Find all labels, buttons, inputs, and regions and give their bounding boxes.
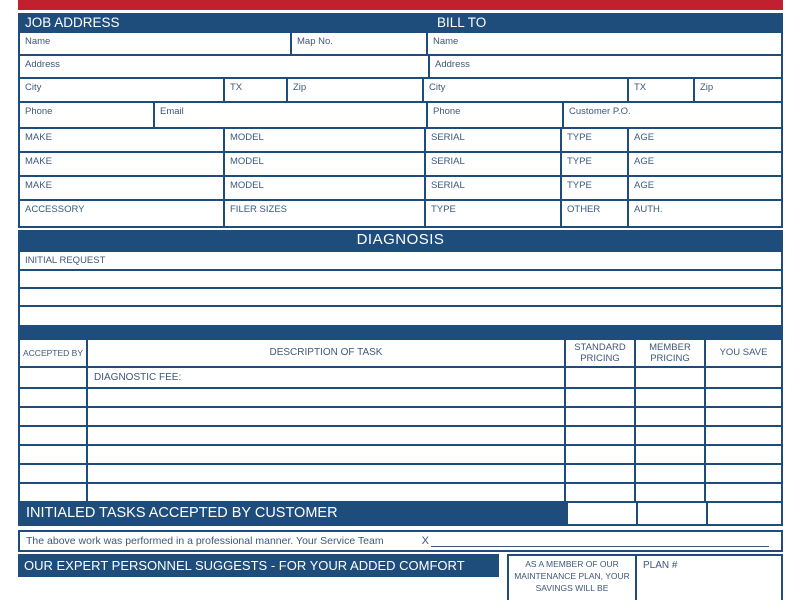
- you-save-header: YOU SAVE: [706, 340, 781, 366]
- attestation-row: [18, 530, 783, 552]
- member-pricing-cell[interactable]: [636, 427, 706, 444]
- top-accent-bar: [18, 0, 783, 10]
- job-address-header: JOB ADDRESS: [25, 14, 120, 30]
- serial-field[interactable]: SERIAL: [426, 129, 562, 151]
- customer-po-field[interactable]: Customer P.O.: [564, 103, 781, 127]
- job-email-field[interactable]: Email: [155, 103, 428, 127]
- task-table-header-row: [20, 340, 781, 368]
- other-field[interactable]: OTHER: [562, 201, 629, 226]
- filer-sizes-field[interactable]: FILER SIZES: [225, 201, 426, 226]
- make-field[interactable]: MAKE: [20, 129, 225, 151]
- model-field[interactable]: MODEL: [225, 153, 426, 175]
- plan-box: [507, 554, 783, 600]
- accepted-by-cell[interactable]: [20, 465, 88, 482]
- diagnosis-blank-field[interactable]: [20, 271, 781, 287]
- address-row: [20, 56, 781, 79]
- task-description-cell[interactable]: [88, 465, 566, 482]
- footer-section: [18, 554, 783, 600]
- diagnosis-line: [20, 307, 781, 325]
- diagnosis-section: [18, 250, 783, 327]
- make-field[interactable]: MAKE: [20, 177, 225, 199]
- task-row: [20, 465, 781, 484]
- member-pricing-cell[interactable]: [636, 368, 706, 387]
- member-pricing-cell[interactable]: [636, 484, 706, 501]
- description-header: DESCRIPTION OF TASK: [88, 340, 566, 366]
- member-pricing-cell[interactable]: [636, 465, 706, 482]
- bill-phone-field[interactable]: Phone: [428, 103, 564, 127]
- standard-pricing-header: STANDARD PRICING: [566, 340, 636, 366]
- task-description-cell[interactable]: [88, 408, 566, 425]
- standard-pricing-cell[interactable]: [566, 368, 636, 387]
- member-pricing-cell[interactable]: [636, 446, 706, 463]
- accepted-by-header: ACCEPTED BY: [20, 340, 88, 366]
- equipment-row-3: [20, 177, 781, 201]
- job-state-field[interactable]: TX: [225, 79, 288, 101]
- task-row: [20, 484, 781, 503]
- job-address-field[interactable]: Address: [20, 56, 430, 77]
- task-row: [20, 408, 781, 427]
- standard-pricing-cell[interactable]: [566, 465, 636, 482]
- diagnosis-header-bar: DIAGNOSIS: [18, 230, 783, 250]
- signature-line[interactable]: [431, 535, 769, 547]
- bill-city-field[interactable]: City: [424, 79, 629, 101]
- task-description-cell[interactable]: [88, 446, 566, 463]
- standard-pricing-cell[interactable]: [566, 389, 636, 406]
- standard-pricing-cell[interactable]: [566, 427, 636, 444]
- initialed-tasks-row: [20, 503, 781, 524]
- type-field[interactable]: TYPE: [562, 177, 629, 199]
- accessory-row: [20, 201, 781, 226]
- accepted-by-cell[interactable]: [20, 389, 88, 406]
- auth-field[interactable]: AUTH.: [629, 201, 781, 226]
- phone-row: [20, 103, 781, 129]
- accessory-field[interactable]: ACCESSORY: [20, 201, 225, 226]
- initialed-tasks-banner: INITIALED TASKS ACCEPTED BY CUSTOMER: [20, 503, 568, 524]
- member-pricing-cell[interactable]: [636, 408, 706, 425]
- type-field[interactable]: TYPE: [562, 129, 629, 151]
- accepted-by-cell[interactable]: [20, 427, 88, 444]
- model-field[interactable]: MODEL: [225, 129, 426, 151]
- standard-pricing-cell[interactable]: [566, 408, 636, 425]
- bill-address-field[interactable]: Address: [430, 56, 781, 77]
- task-description-cell[interactable]: [88, 389, 566, 406]
- section-header-bar: [18, 13, 783, 31]
- standard-pricing-cell[interactable]: [566, 446, 636, 463]
- accepted-by-cell[interactable]: [20, 368, 88, 387]
- task-description-cell[interactable]: [88, 427, 566, 444]
- standard-pricing-cell[interactable]: [568, 503, 638, 524]
- diagnosis-blank-field[interactable]: [20, 289, 781, 305]
- diagnosis-line: [20, 271, 781, 289]
- you-save-cell[interactable]: [708, 503, 781, 524]
- make-field[interactable]: MAKE: [20, 153, 225, 175]
- task-table: [18, 338, 783, 526]
- you-save-cell[interactable]: [706, 389, 781, 406]
- bill-zip-field[interactable]: Zip: [695, 79, 781, 101]
- equipment-row-1: [20, 129, 781, 153]
- task-section-divider-bar: [18, 327, 783, 338]
- task-row: [20, 446, 781, 465]
- accepted-by-cell[interactable]: [20, 446, 88, 463]
- city-state-zip-row: [20, 79, 781, 103]
- initial-request-row: [20, 252, 781, 271]
- name-row: [20, 33, 781, 56]
- bill-state-field[interactable]: TX: [629, 79, 695, 101]
- task-row: [20, 427, 781, 446]
- you-save-cell[interactable]: [706, 484, 781, 501]
- accepted-by-cell[interactable]: [20, 484, 88, 501]
- diagnosis-blank-field[interactable]: [20, 307, 781, 325]
- you-save-cell[interactable]: [706, 427, 781, 444]
- job-map-no-field[interactable]: Map No.: [292, 33, 428, 54]
- serial-field[interactable]: SERIAL: [426, 177, 562, 199]
- job-city-field[interactable]: City: [20, 79, 225, 101]
- bill-to-header: BILL TO: [437, 14, 487, 30]
- diagnostic-fee-row: [20, 368, 781, 389]
- bill-name-field[interactable]: Name: [428, 33, 781, 54]
- age-field[interactable]: AGE: [629, 129, 781, 151]
- footer-spacer: [499, 554, 507, 600]
- signature-x-mark: X: [421, 535, 429, 547]
- member-pricing-cell[interactable]: [636, 389, 706, 406]
- task-row: [20, 389, 781, 408]
- job-phone-field[interactable]: Phone: [20, 103, 155, 127]
- age-field[interactable]: AGE: [629, 153, 781, 175]
- maintenance-plan-note: AS A MEMBER OF OUR MAINTENANCE PLAN, YOUR SAVINGS WILL BE: [509, 556, 637, 600]
- equipment-row-2: [20, 153, 781, 177]
- you-save-cell[interactable]: [706, 368, 781, 387]
- member-pricing-header: MEMBER PRICING: [636, 340, 706, 366]
- job-name-field[interactable]: Name: [20, 33, 292, 54]
- suggestions-banner: OUR EXPERT PERSONNEL SUGGESTS - FOR YOUR ADDED COMFORT: [18, 554, 499, 577]
- task-description-cell[interactable]: [88, 484, 566, 501]
- form-body: [18, 0, 783, 600]
- diagnosis-line: [20, 289, 781, 307]
- diagnostic-fee-cell[interactable]: DIAGNOSTIC FEE:: [88, 368, 566, 387]
- type-field[interactable]: TYPE: [562, 153, 629, 175]
- type-field[interactable]: TYPE: [426, 201, 562, 226]
- address-equipment-section: [18, 31, 783, 228]
- standard-pricing-cell[interactable]: [566, 484, 636, 501]
- plan-number-field[interactable]: PLAN #: [643, 560, 678, 571]
- serial-field[interactable]: SERIAL: [426, 153, 562, 175]
- attestation-text: The above work was performed in a professional manner. Your Service Team: [26, 535, 384, 547]
- you-save-cell[interactable]: [706, 408, 781, 425]
- age-field[interactable]: AGE: [629, 177, 781, 199]
- accepted-by-cell[interactable]: [20, 408, 88, 425]
- you-save-cell[interactable]: [706, 446, 781, 463]
- member-pricing-cell[interactable]: [638, 503, 708, 524]
- job-zip-field[interactable]: Zip: [288, 79, 424, 101]
- you-save-cell[interactable]: [706, 465, 781, 482]
- initial-request-field[interactable]: INITIAL REQUEST: [20, 252, 781, 269]
- model-field[interactable]: MODEL: [225, 177, 426, 199]
